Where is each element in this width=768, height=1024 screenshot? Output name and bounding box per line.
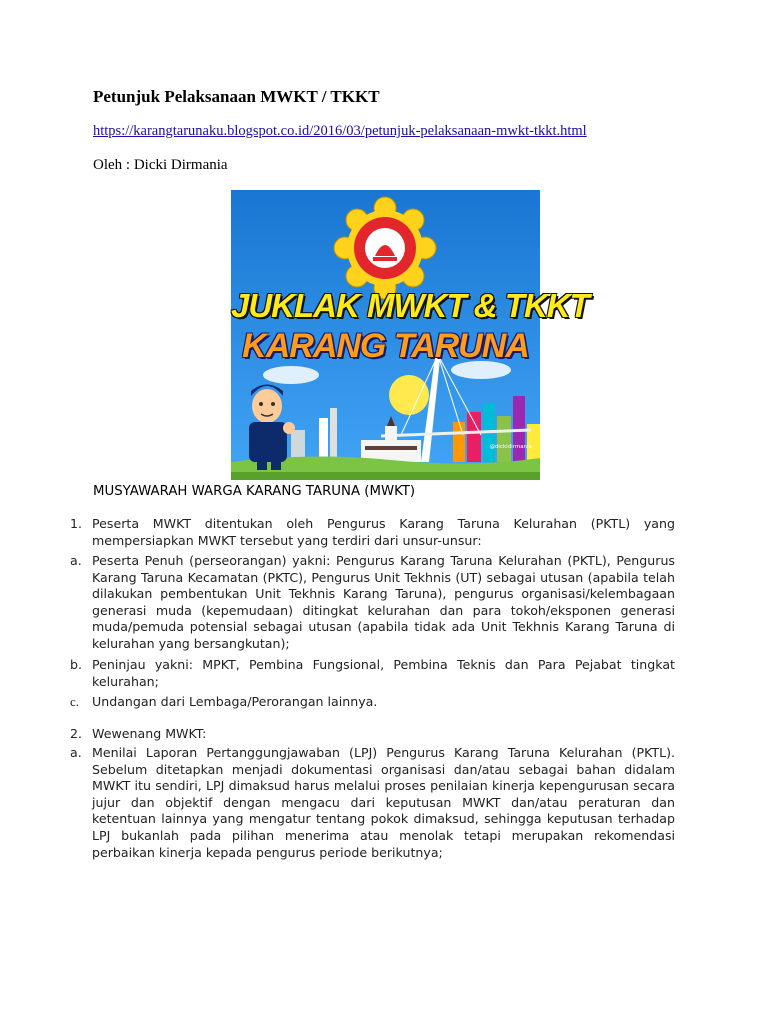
document-title: Petunjuk Pelaksanaan MWKT / TKKT: [93, 87, 380, 106]
author-line: Oleh : Dicki Dirmania: [93, 157, 228, 173]
list-marker: a.: [70, 745, 82, 760]
banner-credit: @dickidirmania: [489, 444, 532, 450]
list-marker: 2.: [70, 726, 83, 741]
list-item-text: Peninjau yakni: MPKT, Pembina Fungsional, Pembina Teknis dan Para Pejabat tingkat kelurahan;: [92, 657, 675, 689]
list-item-text: Peserta MWKT ditentukan oleh Pengurus Karang Taruna Kelurahan (PKTL) yang mempersiapkan MWKT tersebut yang terdiri dari unsur-unsur:: [92, 516, 675, 548]
juklak-banner-image: [231, 190, 589, 480]
karang-taruna-logo: [334, 197, 436, 299]
banner-title-line1: JUKLAK MWKT & TKKT: [231, 287, 589, 324]
list-marker: b.: [70, 657, 82, 672]
list-item-text: Menilai Laporan Pertanggungjawaban (LPJ) Pengurus Karang Taruna Kelurahan (PKTL). Sebelum ditetapkan menjadi dokumentasi organisasi dan/atau sebagai bahan didalam MWKT itu sendiri, LPJ dimaksud harus melalui proses penilaian kinerja kepengurusan secara jujur dan objektif dengan mengacu dari keputusan MWKT dan/atau peraturan dan ketentuan lainnya yang mengatur tentang pokok dimaksud, sehingga keputusan terhadap LPJ bukanlah pada pilihan menerima atau menolak tetapi merupakan rekomendasi perbaikan kinerja kepada pengurus periode berikutnya;: [92, 745, 675, 860]
list-item-text: Peserta Penuh (perseorangan) yakni: Pengurus Karang Taruna Kelurahan (PKTL), Pengurus Karang Taruna Kecamatan (PKTC), Pengurus Unit Tekhnis (UT) sebagai utusan (apabila telah dilakukan pembentukan Unit Tekhnis Karang Taruna), pengurus organisasi/kelembagaan generasi muda (kepemudaan) ditingkat kelurahan dan para tokoh/eksponen generasi muda/pemuda potensial sebagai utusan (apabila tidak ada Unit Tekhnis Karang Taruna di kelurahan yang bersangkutan);: [92, 553, 675, 651]
list-marker: c.: [70, 694, 80, 709]
list-marker: a.: [70, 553, 82, 568]
source-link[interactable]: https://karangtarunaku.blogspot.co.id/2016/03/petunjuk-pelaksanaan-mwkt-tkkt.html: [93, 123, 587, 139]
list-item-text: Wewenang MWKT:: [92, 726, 207, 741]
banner-title-line2: KARANG TARUNA: [242, 327, 529, 365]
list-item-text: Undangan dari Lembaga/Perorangan lainnya.: [92, 694, 378, 709]
list-marker: 1.: [70, 516, 83, 531]
section-heading: MUSYAWARAH WARGA KARANG TARUNA (MWKT): [93, 484, 416, 499]
